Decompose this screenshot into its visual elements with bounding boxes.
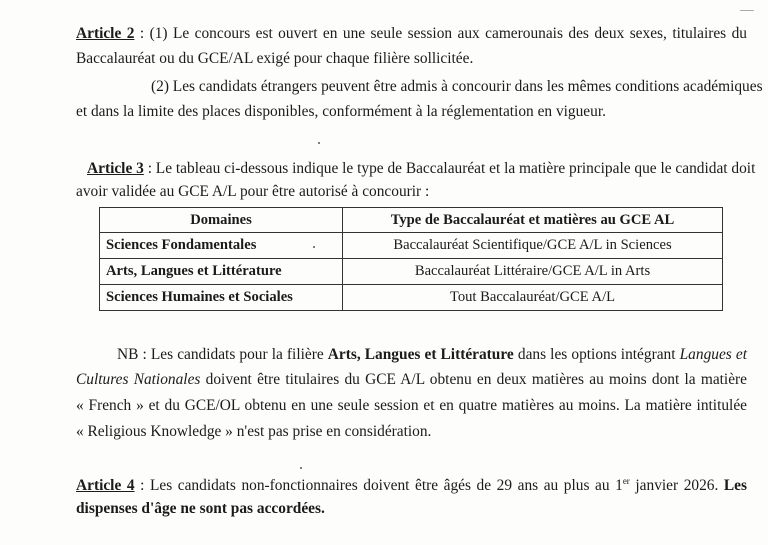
article3-text2: avoir validée au GCE A/L pour être autorisé à concourir : <box>76 183 430 200</box>
scan-speck <box>318 142 320 144</box>
nb-label: NB : <box>117 346 147 363</box>
article2-p2-text1: (2) Les candidats étrangers peuvent être admis à concourir dans les mêmes conditions académiques <box>151 78 763 95</box>
article3-label: Article 3 <box>87 160 144 177</box>
article4-text1b: janvier 2026. <box>635 477 719 494</box>
domain-cell: Sciences Humaines et Sociales <box>100 285 343 311</box>
type-cell: Tout Baccalauréat/GCE A/L <box>343 285 723 311</box>
nb-text1a: Les candidats pour la filière <box>150 346 324 363</box>
article4-superscript: er <box>622 475 630 486</box>
nb-text2b: doivent être titulaires du GCE A/L obtenu en deux matières au moins dont la matière <box>205 371 747 388</box>
article4-text2: dispenses d'âge ne sont pas accordées. <box>76 500 325 517</box>
article4-text1c: Les <box>723 477 747 494</box>
article4-line1 <box>76 477 747 495</box>
type-cell: Baccalauréat Scientifique/GCE A/L in Sciences <box>343 233 723 259</box>
nb-text4: « Religious Knowledge » n'est pas prise en considération. <box>76 423 432 440</box>
article4-line2 <box>76 500 325 518</box>
table-row <box>100 259 723 285</box>
nb-line3 <box>76 397 747 415</box>
article2-line4 <box>76 103 606 121</box>
nb-text2a: Cultures Nationales <box>76 371 201 388</box>
table-row <box>100 285 723 311</box>
nb-filiere-name: Arts, Langues et Littérature <box>327 346 514 363</box>
article2-p1-text1: : (1) Le concours est ouvert en une seule session aux camerounais des deux sexes, titulaires du <box>139 25 747 42</box>
article3-text1: : Le tableau ci-dessous indique le type de Baccalauréat et la matière principale que le candidat doit <box>147 160 756 177</box>
nb-line4 <box>76 423 431 441</box>
article4-label: Article 4 <box>76 477 135 494</box>
nb-line2 <box>76 371 747 389</box>
scan-speck <box>300 467 302 469</box>
article2-line1 <box>76 25 747 43</box>
scan-speck <box>740 10 754 11</box>
article2-p2-text2: et dans la limite des places disponibles, conformément à la réglementation en vigueur. <box>76 103 606 120</box>
nb-text1d: Langues et <box>679 346 747 363</box>
table-row <box>100 233 723 259</box>
article3-line2 <box>76 183 429 201</box>
article4-text1a: : Les candidats non-fonctionnaires doivent être âgés de 29 ans au plus au 1 <box>140 477 623 494</box>
nb-text3: « French » et du GCE/OL obtenu en une seule session et en quatre matières au moins. La matière intitulée <box>76 397 747 414</box>
scan-speck <box>313 246 315 248</box>
nb-text1c: dans les options intégrant <box>517 346 676 363</box>
table-header-row <box>100 208 723 233</box>
article3-line1 <box>87 160 756 178</box>
header-domaines: Domaines <box>100 208 343 233</box>
article2-line3 <box>151 78 763 96</box>
header-type-bac: Type de Baccalauréat et matières au GCE AL <box>343 208 723 233</box>
domain-cell: Arts, Langues et Littérature <box>100 259 343 285</box>
article2-label: Article 2 <box>76 25 135 42</box>
article2-line2 <box>76 50 473 68</box>
domain-cell: Sciences Fondamentales <box>100 233 343 259</box>
type-cell: Baccalauréat Littéraire/GCE A/L in Arts <box>343 259 723 285</box>
domains-table <box>99 207 723 311</box>
article2-p1-text2: Baccalauréat ou du GCE/AL exigé pour chaque filière sollicitée. <box>76 50 474 67</box>
nb-line1 <box>117 346 747 364</box>
